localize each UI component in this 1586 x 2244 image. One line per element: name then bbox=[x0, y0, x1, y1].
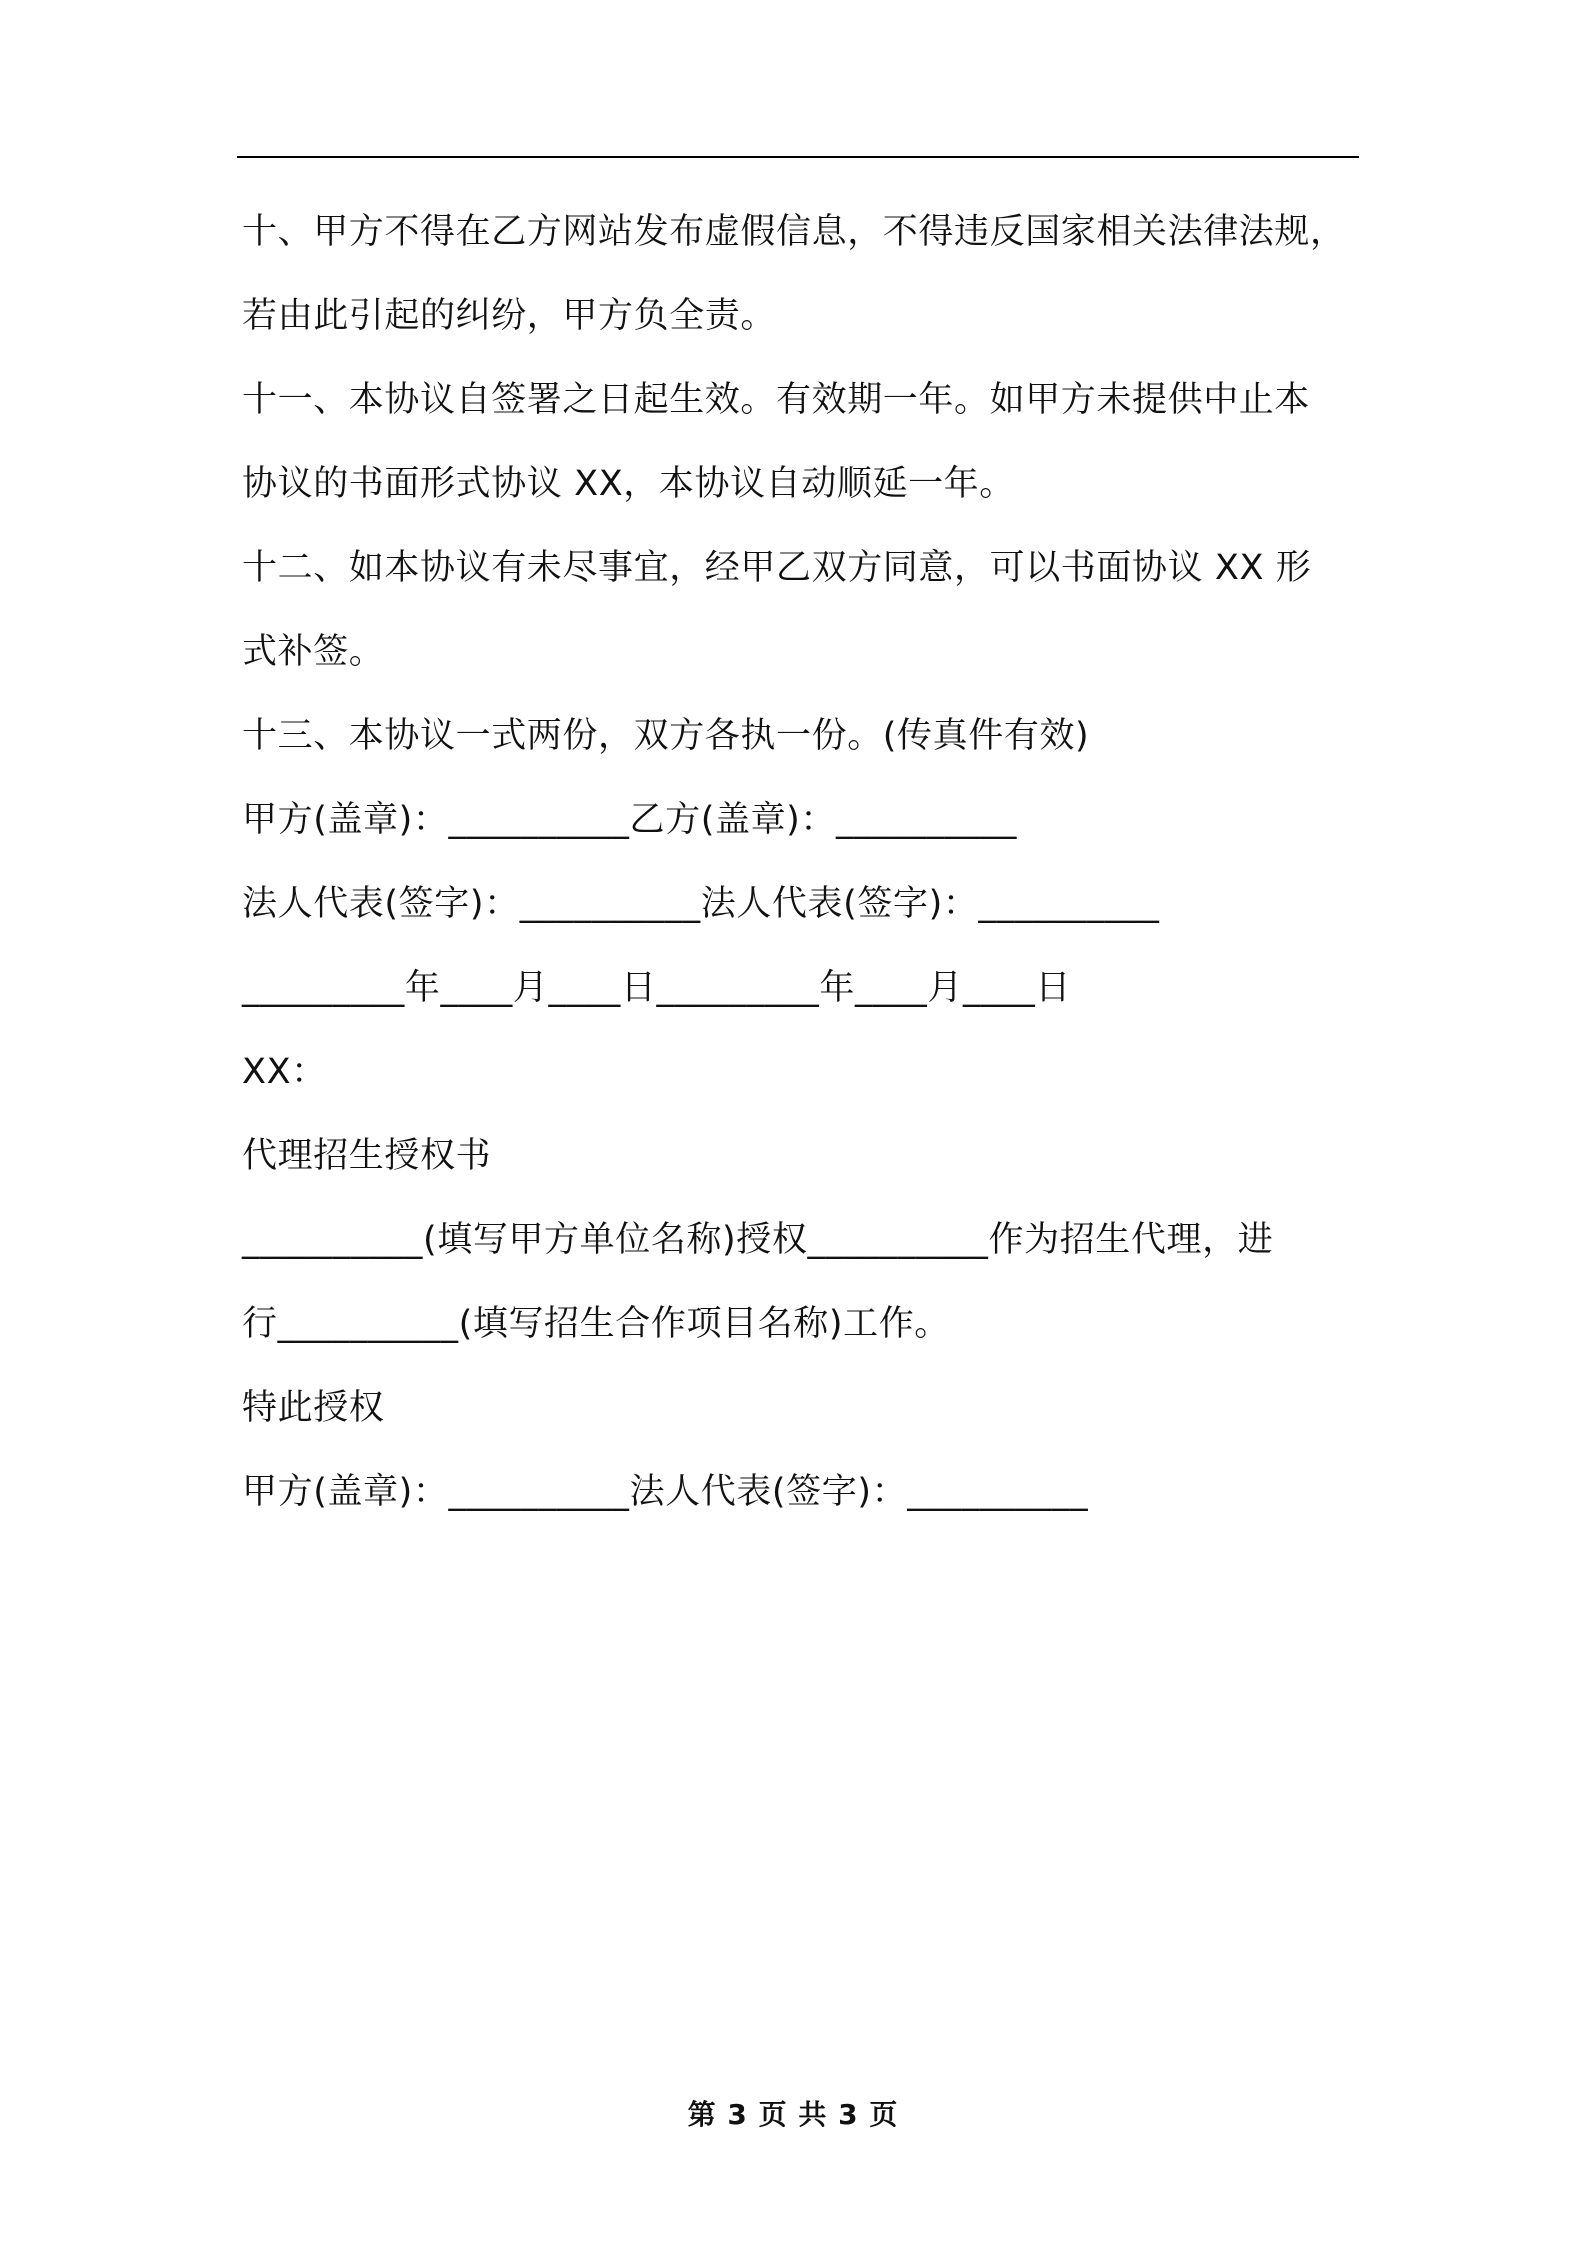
document-body bbox=[242, 190, 1357, 1534]
auth-body-line-2: 行__________(填写招生合作项目名称)工作。 bbox=[242, 1304, 950, 1344]
legal-rep-line-text: 法人代表(签字)：__________法人代表(签字)：__________ bbox=[242, 884, 1160, 924]
clause-10 bbox=[242, 190, 1357, 358]
xx-label-text: XX： bbox=[242, 1052, 327, 1092]
auth-hereby-text: 特此授权 bbox=[242, 1388, 385, 1428]
auth-body-line-1: __________(填写甲方单位名称)授权__________作为招生代理，进 bbox=[242, 1220, 1274, 1260]
auth-body bbox=[242, 1198, 1357, 1366]
auth-hereby bbox=[242, 1366, 1357, 1450]
seal-line bbox=[242, 778, 1357, 862]
page-number-footer: 第 3 页 共 3 页 bbox=[687, 2098, 899, 2131]
clause-10-line-1: 十、甲方不得在乙方网站发布虚假信息，不得违反国家相关法律法规， bbox=[242, 212, 1346, 252]
clause-11-line-2: 协议的书面形式协议 XX，本协议自动顺延一年。 bbox=[242, 464, 1015, 504]
auth-sign-line-text: 甲方(盖章)：__________法人代表(签字)：__________ bbox=[242, 1472, 1089, 1512]
auth-title bbox=[242, 1114, 1357, 1198]
clause-12 bbox=[242, 526, 1357, 694]
auth-title-text: 代理招生授权书 bbox=[242, 1136, 492, 1176]
auth-sign-line bbox=[242, 1450, 1357, 1534]
clause-10-line-2: 若由此引起的纠纷，甲方负全责。 bbox=[242, 296, 777, 336]
date-line-text: _________年____月____日_________年____月____日 bbox=[242, 968, 1072, 1008]
clause-12-line-1: 十二、如本协议有未尽事宜，经甲乙双方同意，可以书面协议 XX 形 bbox=[242, 548, 1312, 588]
seal-line-text: 甲方(盖章)：__________乙方(盖章)：__________ bbox=[242, 800, 1018, 840]
clause-13 bbox=[242, 694, 1357, 778]
clause-11-line-1: 十一、本协议自签署之日起生效。有效期一年。如甲方未提供中止本 bbox=[242, 380, 1311, 420]
xx-label bbox=[242, 1030, 1357, 1114]
clause-12-line-2: 式补签。 bbox=[242, 632, 385, 672]
legal-rep-line bbox=[242, 862, 1357, 946]
date-line bbox=[242, 946, 1357, 1030]
header-rule bbox=[237, 156, 1359, 158]
clause-13-line-1: 十三、本协议一式两份，双方各执一份。(传真件有效) bbox=[242, 716, 1090, 756]
clause-11 bbox=[242, 358, 1357, 526]
